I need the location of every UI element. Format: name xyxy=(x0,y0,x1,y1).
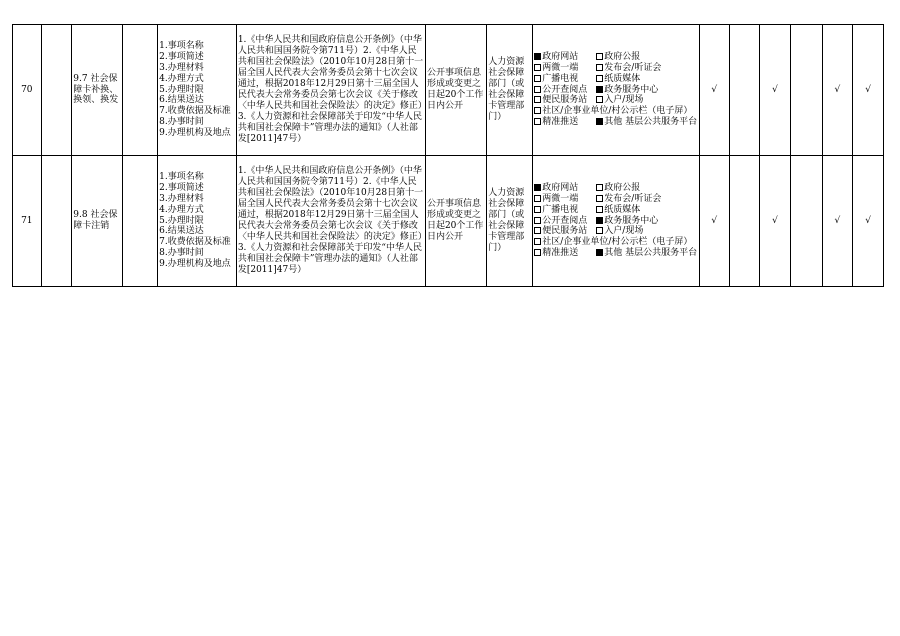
empty-category-cell xyxy=(41,25,72,156)
checkbox-icon xyxy=(596,64,603,71)
checkbox-icon xyxy=(534,227,541,234)
check-mark xyxy=(790,156,822,287)
timing-cell: 公开事项信息形成或变更之日起20个工作日内公开 xyxy=(425,25,486,156)
elements-cell: 1.事项名称 2.事项简述 3.办理材料 4.办理方式 5.办理时限 6.结果送达 7.收费依据及标准 8.办事时间 9.办理机构及地点 xyxy=(158,156,237,287)
subitem-cell: 9.7 社会保障卡补换、换领、换发 xyxy=(72,25,123,156)
check-mark: √ xyxy=(760,156,791,287)
check-mark xyxy=(729,156,760,287)
checkbox-icon xyxy=(596,206,603,213)
check-mark: √ xyxy=(853,25,884,156)
checkbox-icon xyxy=(534,64,541,71)
empty-cell xyxy=(123,25,158,156)
checkbox-icon xyxy=(596,195,603,202)
checkbox-icon xyxy=(534,206,541,213)
checkbox-icon xyxy=(534,107,541,114)
checkbox-icon xyxy=(596,227,603,234)
subject-cell: 人力资源社会保障部门（或社会保障卡管理部门） xyxy=(487,25,533,156)
check-mark xyxy=(729,25,760,156)
subitem-cell: 9.8 社会保障卡注销 xyxy=(72,156,123,287)
checkbox-icon xyxy=(534,118,541,125)
checkbox-icon xyxy=(596,96,603,103)
checkbox-icon xyxy=(534,217,541,224)
subject-cell: 人力资源社会保障部门（或社会保障卡管理部门） xyxy=(487,156,533,287)
check-mark xyxy=(790,25,822,156)
checkbox-icon xyxy=(596,53,603,60)
checkbox-icon xyxy=(596,249,603,256)
checkbox-icon xyxy=(534,184,541,191)
check-mark: √ xyxy=(822,25,853,156)
check-mark: √ xyxy=(853,156,884,287)
checkbox-icon xyxy=(596,184,603,191)
checkbox-icon xyxy=(534,238,541,245)
disclosure-table xyxy=(12,24,884,287)
table-row xyxy=(13,156,884,287)
timing-cell: 公开事项信息形成或变更之日起20个工作日内公开 xyxy=(425,156,486,287)
basis-cell: 1.《中华人民共和国政府信息公开条例》（中华人民共和国国务院令第711号）2.《中华人民共和国社会保险法》（2010年10月28日第十一届全国人民代表大会常务委员会第十七次会议通过，根据2018年12月29日第十三届全国人民代表大会常务委员会第七次会议《关于修改〈中华人民共和国社会保险法〉的决定》修正）3.《人力资源和社会保障部关于印发“中华人民共和国社会保障卡”管理办法的通知》（人社部发[2011]47号） xyxy=(236,25,425,156)
checkbox-icon xyxy=(596,217,603,224)
checkbox-icon xyxy=(534,86,541,93)
checkbox-icon xyxy=(534,195,541,202)
checkbox-icon xyxy=(534,249,541,256)
check-mark: √ xyxy=(822,156,853,287)
checkbox-icon xyxy=(534,53,541,60)
empty-category-cell xyxy=(41,156,72,287)
check-mark: √ xyxy=(699,156,729,287)
check-mark: √ xyxy=(760,25,791,156)
checkbox-icon xyxy=(596,86,603,93)
basis-cell: 1.《中华人民共和国政府信息公开条例》（中华人民共和国国务院令第711号）2.《中华人民共和国社会保险法》（2010年10月28日第十一届全国人民代表大会常务委员会第十七次会议通过，根据2018年12月29日第十三届全国人民代表大会常务委员会第七次会议《关于修改〈中华人民共和国社会保险法〉的决定》修正）3.《人力资源和社会保障部关于印发“中华人民共和国社会保障卡”管理办法的通知》（人社部发[2011]47号） xyxy=(236,156,425,287)
row-number: 71 xyxy=(13,156,42,287)
empty-cell xyxy=(123,156,158,287)
row-number: 70 xyxy=(13,25,42,156)
channels-cell: 政府网站 政府公报 两微一端 发布会/听证会 广播电视 纸质媒体 公开查阅点 政务服务中心 便民服务站 入户/现场 社区/企事业单位/村公示栏（电子屏） 精准推送 其他 基层公共服务平台 xyxy=(533,25,700,156)
checkbox-icon xyxy=(534,96,541,103)
check-mark: √ xyxy=(699,25,729,156)
checkbox-icon xyxy=(596,118,603,125)
elements-cell: 1.事项名称 2.事项简述 3.办理材料 4.办理方式 5.办理时限 6.结果送达 7.收费依据及标准 8.办事时间 9.办理机构及地点 xyxy=(158,25,237,156)
table-row xyxy=(13,25,884,156)
checkbox-icon xyxy=(596,75,603,82)
checkbox-icon xyxy=(534,75,541,82)
channels-cell: 政府网站 政府公报 两微一端 发布会/听证会 广播电视 纸质媒体 公开查阅点 政务服务中心 便民服务站 入户/现场 社区/企事业单位/村公示栏（电子屏） 精准推送 其他 基层公共服务平台 xyxy=(533,156,700,287)
